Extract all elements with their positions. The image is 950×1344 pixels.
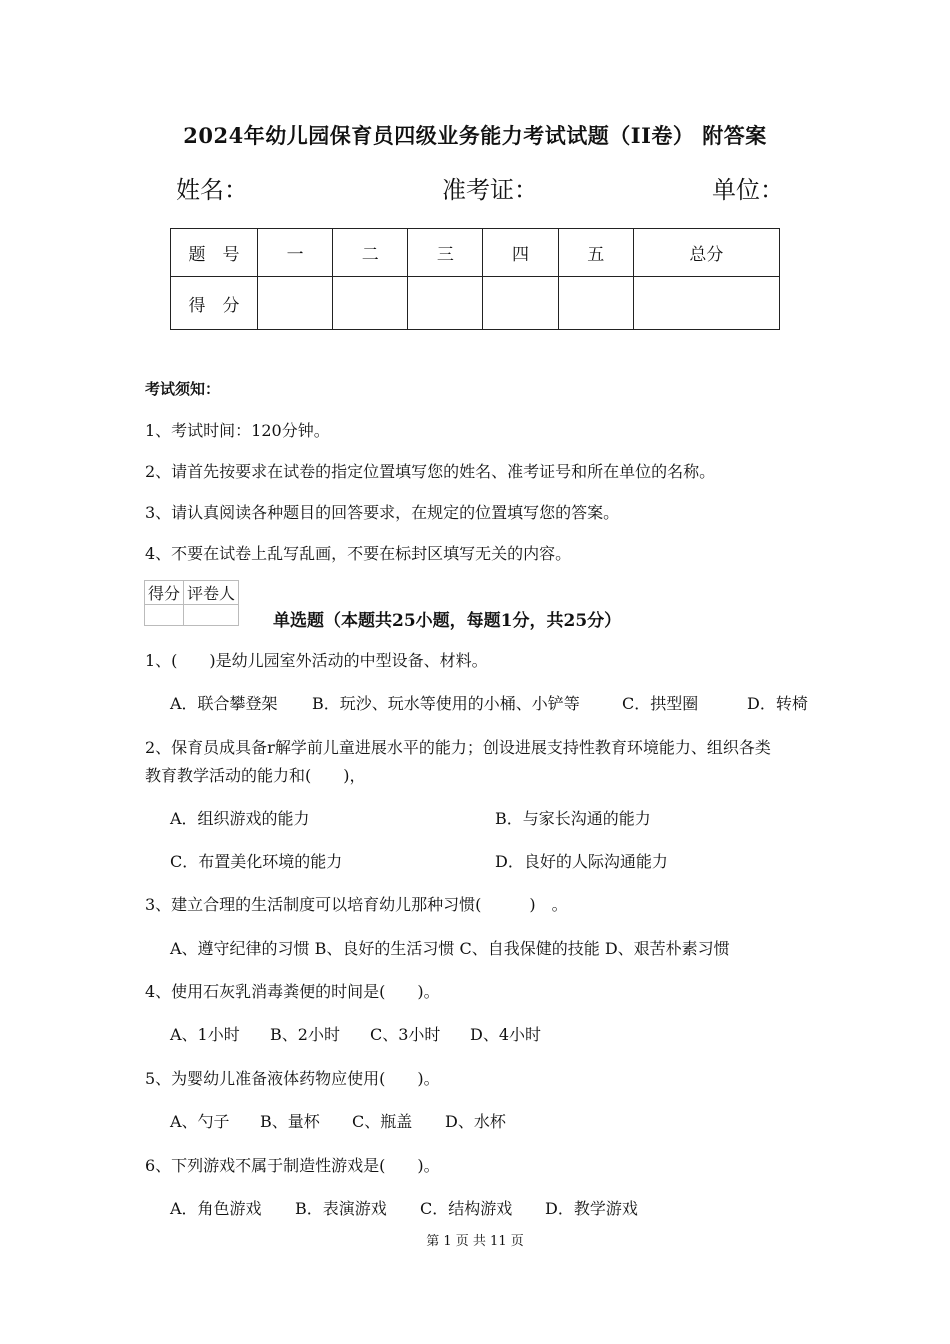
header-cell-1: 一: [258, 229, 333, 277]
score-cell-4: [483, 277, 558, 330]
option: A、勺子: [170, 1112, 230, 1131]
exam-id-field-label: 准考证：: [442, 176, 538, 204]
question-stem: 5、为婴幼儿准备液体药物应使用( )。: [145, 1069, 440, 1088]
option: A、遵守纪律的习惯 B、良好的生活习惯 C、自我保健的技能 D、艰苦朴素习惯: [170, 939, 730, 958]
header-cell-3: 三: [408, 229, 483, 277]
question-stem: 4、使用石灰乳消毒粪便的时间是( )。: [145, 982, 440, 1001]
grader-box: [144, 580, 239, 626]
header-cell-2: 二: [333, 229, 408, 277]
score-cell-5: [558, 277, 633, 330]
option: D．转椅: [747, 694, 808, 713]
option: A．组织游戏的能力: [170, 809, 310, 828]
option: C．结构游戏: [420, 1199, 513, 1218]
option: D．良好的人际沟通能力: [495, 852, 668, 871]
option: C．布置美化环境的能力: [170, 852, 343, 871]
header-cell-total: 总分: [633, 229, 779, 277]
notice-heading: 考试须知：: [145, 380, 221, 398]
score-cell-3: [408, 277, 483, 330]
grader-score-label: 得分: [145, 581, 184, 605]
option: B．与家长沟通的能力: [495, 809, 651, 828]
notice-item: 3、请认真阅读各种题目的回答要求，在规定的位置填写您的答案。: [145, 503, 620, 522]
option: D、水杯: [445, 1112, 506, 1131]
score-table: [170, 228, 780, 330]
question-stem-continued: 教育教学活动的能力和( )，: [145, 766, 366, 785]
option: B、量杯: [260, 1112, 320, 1131]
option: A、1小时: [170, 1025, 240, 1044]
section-title: 单选题（本题共25小题，每题1分，共25分）: [273, 611, 622, 631]
score-cell-total: [633, 277, 779, 330]
score-cell-2: [333, 277, 408, 330]
question-stem: 6、下列游戏不属于制造性游戏是( )。: [145, 1156, 440, 1175]
page-title: 2024年幼儿园保育员四级业务能力考试试题（II卷） 附答案: [183, 123, 767, 148]
option: D．教学游戏: [545, 1199, 638, 1218]
option: A．联合攀登架: [170, 694, 278, 713]
notice-item: 2、请首先按要求在试卷的指定位置填写您的姓名、准考证号和所在单位的名称。: [145, 462, 716, 481]
name-field-label: 姓名：: [176, 176, 248, 204]
option: C．拱型圈: [622, 694, 699, 713]
notice-item: 1、考试时间：120分钟。: [145, 421, 330, 440]
option: A．角色游戏: [170, 1199, 262, 1218]
score-row-label: 得 分: [171, 277, 258, 330]
score-table-score-row: [171, 277, 780, 330]
unit-field-label: 单位：: [712, 176, 784, 204]
option: C、3小时: [370, 1025, 441, 1044]
grader-reviewer-label: 评卷人: [184, 581, 239, 605]
grader-reviewer-cell: [184, 605, 239, 626]
score-cell-1: [258, 277, 333, 330]
header-cell-4: 四: [483, 229, 558, 277]
question-stem: 3、建立合理的生活制度可以培育幼儿那种习惯( ) 。: [145, 895, 568, 914]
option: B．表演游戏: [295, 1199, 387, 1218]
score-table-header-row: [171, 229, 780, 277]
option: B、2小时: [270, 1025, 340, 1044]
option: D、4小时: [470, 1025, 542, 1044]
option: B．玩沙、玩水等使用的小桶、小铲等: [312, 694, 580, 713]
notice-item: 4、不要在试卷上乱写乱画，不要在标封区填写无关的内容。: [145, 544, 572, 563]
header-cell-question-number: 题 号: [171, 229, 258, 277]
question-stem: 1、( )是幼儿园室外活动的中型设备、材料。: [145, 651, 488, 670]
header-cell-5: 五: [558, 229, 633, 277]
question-stem: 2、保育员成具备r解学前儿童进展水平的能力；创设进展支持性教育环境能力、组织各类: [145, 738, 771, 757]
grader-score-cell: [145, 605, 184, 626]
option: C、瓶盖: [352, 1112, 413, 1131]
page-footer: 第 1 页 共 11 页: [426, 1234, 524, 1249]
